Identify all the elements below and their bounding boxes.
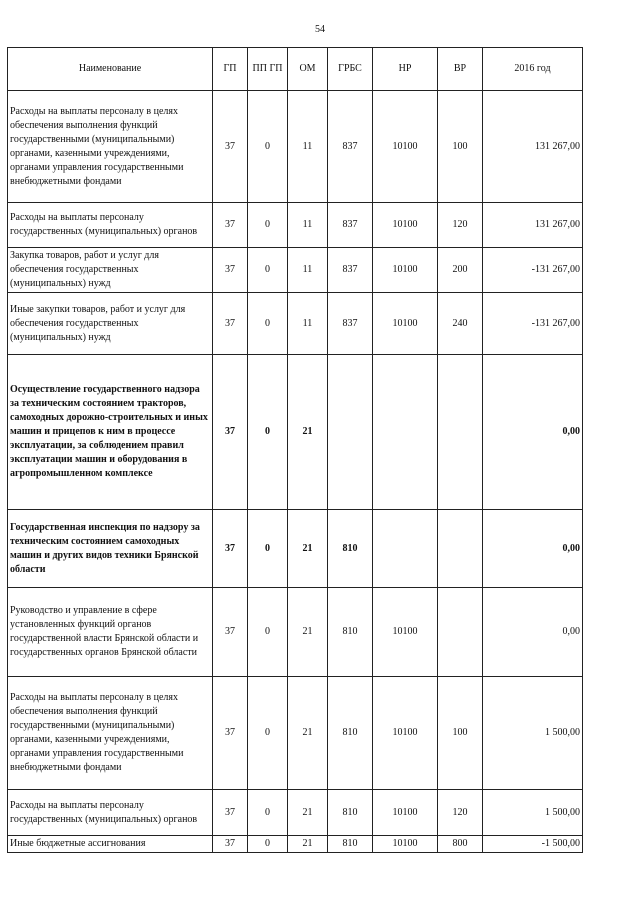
cell-grbs: 837 bbox=[328, 248, 373, 293]
cell-grbs: 810 bbox=[328, 790, 373, 836]
cell-grbs: 837 bbox=[328, 91, 373, 203]
table-row bbox=[8, 790, 583, 836]
table-row bbox=[8, 248, 583, 293]
cell-name: Закупка товаров, работ и услуг для обеспечения государственных (муниципальных) нужд bbox=[8, 248, 213, 293]
table-row bbox=[8, 836, 583, 853]
cell-vr: 120 bbox=[438, 203, 483, 248]
column-header-year-2016: 2016 год bbox=[483, 48, 583, 91]
cell-nr: 10100 bbox=[373, 91, 438, 203]
cell-nr: 10100 bbox=[373, 248, 438, 293]
table-row bbox=[8, 588, 583, 677]
cell-name: Расходы на выплаты персоналу в целях обеспечения выполнения функций государственными (муниципальными) органами, казенными учреждениями, органами управления государственными внебюджетными фондами bbox=[8, 91, 213, 203]
cell-vr: 200 bbox=[438, 248, 483, 293]
cell-nr: 10100 bbox=[373, 677, 438, 790]
table-row bbox=[8, 355, 583, 510]
cell-vr: 100 bbox=[438, 677, 483, 790]
cell-gp: 37 bbox=[213, 293, 248, 355]
cell-vr bbox=[438, 510, 483, 588]
cell-name: Государственная инспекция по надзору за техническим состоянием самоходных машин и других видов техники Брянской области bbox=[8, 510, 213, 588]
cell-vr bbox=[438, 588, 483, 677]
cell-gp: 37 bbox=[213, 790, 248, 836]
cell-vr: 800 bbox=[438, 836, 483, 853]
column-header-name: Наименование bbox=[8, 48, 213, 91]
column-header-gp: ГП bbox=[213, 48, 248, 91]
cell-ppgp: 0 bbox=[248, 510, 288, 588]
cell-grbs: 810 bbox=[328, 588, 373, 677]
cell-nr bbox=[373, 510, 438, 588]
cell-name: Иные закупки товаров, работ и услуг для обеспечения государственных (муниципальных) нужд bbox=[8, 293, 213, 355]
table-row bbox=[8, 203, 583, 248]
cell-ppgp: 0 bbox=[248, 203, 288, 248]
cell-amount-2016: 1 500,00 bbox=[483, 677, 583, 790]
cell-vr: 240 bbox=[438, 293, 483, 355]
cell-nr: 10100 bbox=[373, 790, 438, 836]
table-row bbox=[8, 510, 583, 588]
cell-nr: 10100 bbox=[373, 203, 438, 248]
cell-gp: 37 bbox=[213, 588, 248, 677]
cell-om: 21 bbox=[288, 588, 328, 677]
cell-nr: 10100 bbox=[373, 836, 438, 853]
table-row bbox=[8, 677, 583, 790]
cell-vr: 100 bbox=[438, 91, 483, 203]
cell-grbs: 810 bbox=[328, 677, 373, 790]
cell-grbs: 837 bbox=[328, 203, 373, 248]
column-header-nr: НР bbox=[373, 48, 438, 91]
cell-gp: 37 bbox=[213, 836, 248, 853]
cell-om: 21 bbox=[288, 677, 328, 790]
cell-amount-2016: 0,00 bbox=[483, 510, 583, 588]
cell-ppgp: 0 bbox=[248, 248, 288, 293]
cell-name: Расходы на выплаты персоналу государственных (муниципальных) органов bbox=[8, 790, 213, 836]
cell-amount-2016: 0,00 bbox=[483, 588, 583, 677]
cell-ppgp: 0 bbox=[248, 91, 288, 203]
cell-gp: 37 bbox=[213, 91, 248, 203]
cell-ppgp: 0 bbox=[248, 588, 288, 677]
cell-amount-2016: 1 500,00 bbox=[483, 790, 583, 836]
cell-vr: 120 bbox=[438, 790, 483, 836]
cell-grbs: 837 bbox=[328, 293, 373, 355]
budget-table bbox=[7, 47, 583, 853]
cell-ppgp: 0 bbox=[248, 677, 288, 790]
cell-om: 21 bbox=[288, 836, 328, 853]
cell-gp: 37 bbox=[213, 355, 248, 510]
cell-grbs bbox=[328, 355, 373, 510]
cell-nr bbox=[373, 355, 438, 510]
cell-name: Расходы на выплаты персоналу в целях обеспечения выполнения функций государственными (муниципальными) органами, казенными учреждениями, органами управления государственными внебюджетными фондами bbox=[8, 677, 213, 790]
cell-gp: 37 bbox=[213, 248, 248, 293]
cell-name: Расходы на выплаты персоналу государственных (муниципальных) органов bbox=[8, 203, 213, 248]
cell-om: 21 bbox=[288, 510, 328, 588]
cell-amount-2016: -131 267,00 bbox=[483, 293, 583, 355]
table-row bbox=[8, 293, 583, 355]
column-header-vr: ВР bbox=[438, 48, 483, 91]
cell-vr bbox=[438, 355, 483, 510]
cell-ppgp: 0 bbox=[248, 790, 288, 836]
table-header-row bbox=[8, 48, 583, 91]
cell-grbs: 810 bbox=[328, 510, 373, 588]
cell-name: Руководство и управление в сфере установленных функций органов государственной власти Брянской области и государственных органов Брянской области bbox=[8, 588, 213, 677]
cell-amount-2016: 131 267,00 bbox=[483, 203, 583, 248]
column-header-grbs: ГРБС bbox=[328, 48, 373, 91]
cell-amount-2016: -131 267,00 bbox=[483, 248, 583, 293]
cell-om: 21 bbox=[288, 790, 328, 836]
cell-gp: 37 bbox=[213, 677, 248, 790]
cell-gp: 37 bbox=[213, 510, 248, 588]
cell-grbs: 810 bbox=[328, 836, 373, 853]
column-header-ppgp: ПП ГП bbox=[248, 48, 288, 91]
table-row bbox=[8, 91, 583, 203]
cell-name: Иные бюджетные ассигнования bbox=[8, 836, 213, 853]
cell-amount-2016: -1 500,00 bbox=[483, 836, 583, 853]
cell-nr: 10100 bbox=[373, 588, 438, 677]
cell-om: 11 bbox=[288, 248, 328, 293]
column-header-om: ОМ bbox=[288, 48, 328, 91]
cell-amount-2016: 131 267,00 bbox=[483, 91, 583, 203]
cell-om: 21 bbox=[288, 355, 328, 510]
cell-name: Осуществление государственного надзора за техническим состоянием тракторов, самоходных дорожно-строительных и иных машин и прицепов к ним в процессе эксплуатации, за соблюдением правил эксплуатации машин и оборудования в агропромышленном комплексе bbox=[8, 355, 213, 510]
cell-om: 11 bbox=[288, 203, 328, 248]
cell-om: 11 bbox=[288, 91, 328, 203]
cell-ppgp: 0 bbox=[248, 355, 288, 510]
page-number: 54 bbox=[315, 24, 325, 35]
cell-nr: 10100 bbox=[373, 293, 438, 355]
cell-ppgp: 0 bbox=[248, 836, 288, 853]
cell-ppgp: 0 bbox=[248, 293, 288, 355]
cell-om: 11 bbox=[288, 293, 328, 355]
cell-amount-2016: 0,00 bbox=[483, 355, 583, 510]
cell-gp: 37 bbox=[213, 203, 248, 248]
